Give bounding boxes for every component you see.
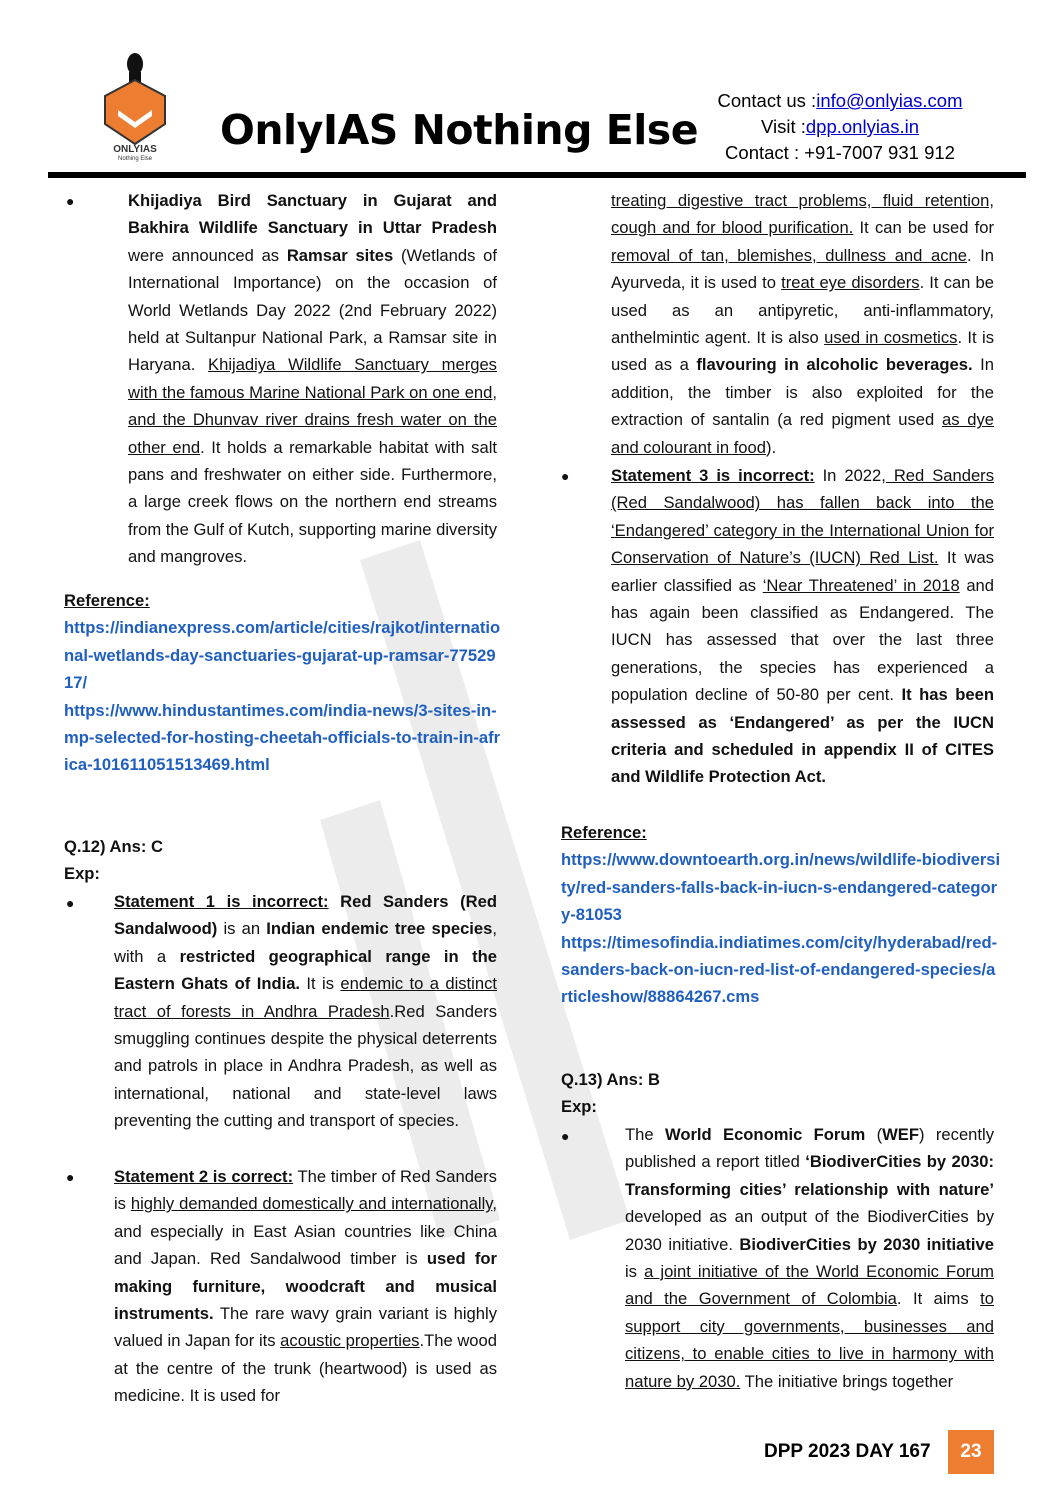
text-run: and has again been classified as Endangered. The IUCN has assessed that over the last three generations, the species has experienced a population decline of 50-80 per cent. [611,575,995,705]
text-run: were announced as [128,245,287,265]
reference-link[interactable]: https://www.downtoearth.org.in/news/wildlife-biodiversity/red-sanders-falls-back-in-iucn-s-endangered-category-81053 [561,850,1001,925]
footer-label: DPP 2023 DAY 167 [764,1441,931,1462]
explanation-label: Exp: [561,1097,597,1117]
text-run: . It can be used as an antipyretic, anti-inflammatory, anthelmintic agent. It is also [611,273,994,348]
bullet-icon: ● [66,1169,75,1185]
text-run: The timber of Red Sanders is [114,1167,497,1214]
text-run: developed as an output of the BiodiverCities by 2030 initiative. [625,1207,994,1254]
emphasized-text: Khijadiya Bird Sanctuary in Gujarat and Bakhira Wildlife Sanctuary in Uttar Pradesh [128,191,497,238]
statement-2-continued [611,187,994,461]
text-run: .The wood at the centre of the trunk (heartwood) is used as medicine. It is used for [114,1331,497,1406]
text-run: ) recently published a report titled [625,1125,994,1172]
page-number: 23 [948,1430,994,1474]
site-link[interactable]: dpp.onlyias.in [805,116,920,137]
emphasized-text: used for making furniture, woodcraft and musical instruments. [114,1249,497,1324]
reference-label: Reference: [64,591,150,610]
emphasized-text: Statement 2 is correct: [114,1167,294,1186]
visit-label: Visit : [760,116,806,137]
emphasized-text: , Red Sanders (Red Sandalwood) has fallen back into the ‘Endangered’ category in the International Union for Conservation of Nature’s (IUCN) Red List. [611,466,995,568]
emphasized-text: BiodiverCities by 2030 initiative [739,1234,994,1254]
text-run: is [625,1262,645,1282]
text-run: It was earlier classified as [611,548,994,595]
reference-link[interactable]: https://timesofindia.indiatimes.com/city/hyderabad/red-sanders-back-on-iucn-red-list-of-endangered-species/articleshow/88864267.cms [561,932,998,1007]
text-run: It can be used for [853,218,994,238]
emphasized-text: restricted geographical range in the Eastern Ghats of India. [114,946,497,994]
text-run: In addition, the timber is also exploited for the extraction of santalin (a red pigment used [611,355,994,430]
q12-header [64,833,504,888]
q13-explanation [625,1121,994,1395]
q13-header [561,1066,1001,1121]
statement-2 [114,1163,497,1410]
text-run: ( [865,1125,883,1144]
emphasized-text: used in cosmetics [824,328,958,348]
emphasized-text: Red Sanders (Red Sandalwood) [114,892,497,939]
bullet-icon: ● [66,193,75,209]
emphasized-text: acoustic properties [280,1331,420,1351]
emphasized-text: ‘Near Threatened’ in 2018 [762,575,960,595]
text-run: It is [300,974,341,994]
header-divider [48,172,1026,178]
emphasized-text: treating digestive tract problems, fluid retention, cough and for blood purification. [611,191,994,238]
emphasized-text: Khijadiya Wildlife Sanctuary merges with the famous Marine National Park on one end, and the Dhunvav river drains fresh water on the other end [128,355,497,457]
header-title: OnlyIAS Nothing Else [220,106,699,154]
text-run: is an [217,919,267,939]
email-link[interactable]: info@onlyias.com [816,90,963,111]
emphasized-text: endemic to a distinct tract of forests in Andhra Pradesh [114,974,497,1021]
emphasized-text: Indian endemic tree species [266,919,493,939]
text-run: , and especially in East Asian countries like China and Japan. Red Sandalwood timber is [114,1194,497,1269]
text-run: The initiative brings together [740,1371,954,1391]
text-run: , with a [114,919,497,966]
text-run: The rare wavy grain variant is highly valued in Japan for its [114,1304,497,1351]
text-run: . It aims [896,1289,981,1309]
bullet-icon: ● [66,895,75,911]
emphasized-text: as dye and colourant in food [611,410,994,457]
text-run: . It holds a remarkable habitat with salt pans and freshwater on either side. Furthermore, a large creek flows on the northern end streams from the Gulf of Kutch, supporting marine diversity and mangroves. [128,437,498,567]
svg-text:ONLYIAS: ONLYIAS [113,144,157,155]
text-run: . It is used as a [611,328,994,375]
emphasized-text: Statement 1 is incorrect: [114,892,329,911]
emphasized-text: removal of tan, blemishes, dullness and acne [611,245,967,265]
text-run [329,892,341,911]
emphasized-text: It has been assessed as ‘Endangered’ as per the IUCN criteria and scheduled in appendix II of CITES and Wildlife Protection Act. [611,685,994,787]
bullet-icon: ● [561,1128,570,1144]
text-run: In 2022 [814,466,882,485]
question-answer: Q.12) Ans: C [64,837,163,856]
explanation-label: Exp: [64,864,100,884]
text-run: The [625,1125,665,1144]
text-run: (Wetlands of International Importance) on the occasion of World Wetlands Day 2022 (2nd February 2022) held at Sultanpur National Park, a Ramsar site in Haryana. [128,245,497,375]
contact-block [690,88,990,166]
reference-link[interactable]: https://indianexpress.com/article/cities/rajkot/international-wetlands-day-sanctuaries-gujarat-up-ramsar-7752917/ [64,618,501,693]
reference-right [561,819,1001,1011]
reference-left [64,587,504,779]
question-answer: Q.13) Ans: B [561,1070,660,1089]
emphasized-text: Statement 3 is incorrect: [611,466,815,485]
statement-1 [114,888,497,1135]
emphasized-text: treat eye disorders [781,273,920,293]
text-run: . In Ayurveda, it is used to [611,245,995,293]
svg-text:Nothing Else: Nothing Else [117,156,153,162]
emphasized-text: flavouring in alcoholic beverages. [696,355,973,375]
onlyias-logo [100,52,170,162]
emphasized-text: World Economic Forum [664,1125,866,1144]
emphasized-text: ‘BiodiverCities by 2030: Transforming cities’ relationship with nature’ [625,1152,994,1199]
emphasized-text: to support city governments, businesses and citizens, to enable cities to live in harmony with nature by 2030. [625,1289,994,1391]
phone: Contact : +91-7007 931 912 [725,142,955,163]
bullet-icon: ● [561,468,570,484]
reference-link[interactable]: https://www.hindustantimes.com/india-news/3-sites-in-mp-selected-for-hosting-cheetah-officials-to-train-in-africa-101611051513469.html [64,700,501,775]
emphasized-text: Ramsar sites [286,245,394,265]
bullet-ramsar [128,187,497,571]
emphasized-text: WEF [882,1125,920,1144]
statement-3 [611,462,994,791]
emphasized-text: highly demanded domestically and internationally [130,1194,493,1214]
emphasized-text: a joint initiative of the World Economic Forum and the Government of Colombia [625,1262,995,1309]
reference-label: Reference: [561,823,647,842]
text-run: ). [766,437,777,457]
text-run: .Red Sanders smuggling continues despite the physical deterrents and patrols in place in Andhra Pradesh, as well as international, national and state-level laws preventing the cutting and transport of species. [114,1001,497,1131]
contact-label: Contact us : [717,90,817,111]
